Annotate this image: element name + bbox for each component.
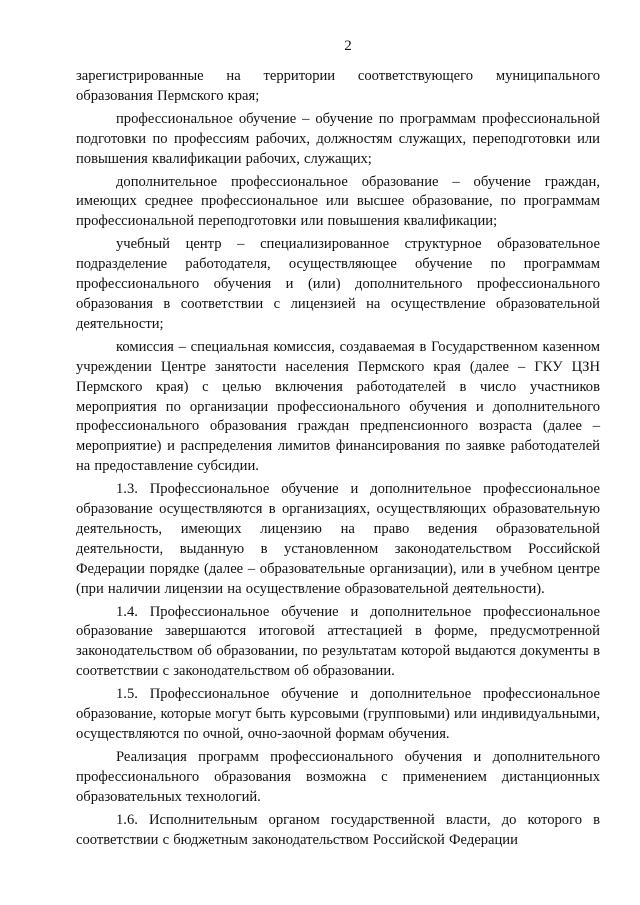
paragraph-definition-training-center: учебный центр – специализированное структурное образовательное подразделение работодателя, осуществляющее обучение по программам профессионального обучения и (или) дополнительного профессионального образования в соответствии с лицензией на осуществление образовательной деятельности;	[76, 236, 600, 332]
paragraph-definition-additional-education: дополнительное профессиональное образование – обучение граждан, имеющих среднее профессиональное или высшее образование, по программам профессиональной переподготовки или повышения квалификации;	[76, 173, 600, 230]
paragraph-distance-learning: Реализация программ профессионального обучения и дополнительного профессионального образования возможна с применением дистанционных образовательных технологий.	[76, 748, 600, 805]
paragraph-definition-commission: комиссия – специальная комиссия, создаваемая в Государственном казенном учреждении Центре занятости населения Пермского края (далее – ГКУ ЦЗН Пермского края) с целью включения работодателей в число участников мероприятия по организации профессионального обучения и дополнительного профессионального образования граждан предпенсионного возраста (далее – мероприятие) и распределения лимитов финансирования по заявке работодателей на предоставление субсидии.	[76, 338, 600, 475]
paragraph-clause-1-3: 1.3. Профессиональное обучение и дополнительное профессиональное образование осуществляются в организациях, осуществляющих образовательную деятельность, имеющих лицензию на право ведения образовательной деятельности, выданную в установленном законодательством Российской Федерации порядке (далее – образовательные организации), или в учебном центре (при наличии лицензии на осуществление образовательной деятельности).	[76, 481, 600, 597]
page-number: 2	[344, 38, 352, 54]
document-body	[76, 67, 600, 850]
paragraph-clause-1-4: 1.4. Профессиональное обучение и дополнительное профессиональное образование завершаются итоговой аттестацией в форме, предусмотренной законодательством об образовании, по результатам которой выдаются документы в соответствии с законодательством об образовании.	[76, 603, 600, 680]
paragraph-clause-1-5: 1.5. Профессиональное обучение и дополнительное профессиональное образование, которые могут быть курсовыми (групповыми) или индивидуальными, осуществляются по очной, очно-заочной формам обучения.	[76, 686, 601, 742]
paragraph-definition-professional-training: профессиональное обучение – обучение по программам профессиональной подготовки по профессиям рабочих, должностям служащих, переподготовки или повышения квалификации рабочих, служащих;	[76, 110, 600, 167]
paragraph-clause-1-6: 1.6. Исполнительным органом государственной власти, до которого в соответствии с бюджетным законодательством Российской Федерации	[76, 811, 600, 848]
paragraph-continuation: зарегистрированные на территории соответствующего муниципального образования Пермского края;	[76, 68, 600, 104]
